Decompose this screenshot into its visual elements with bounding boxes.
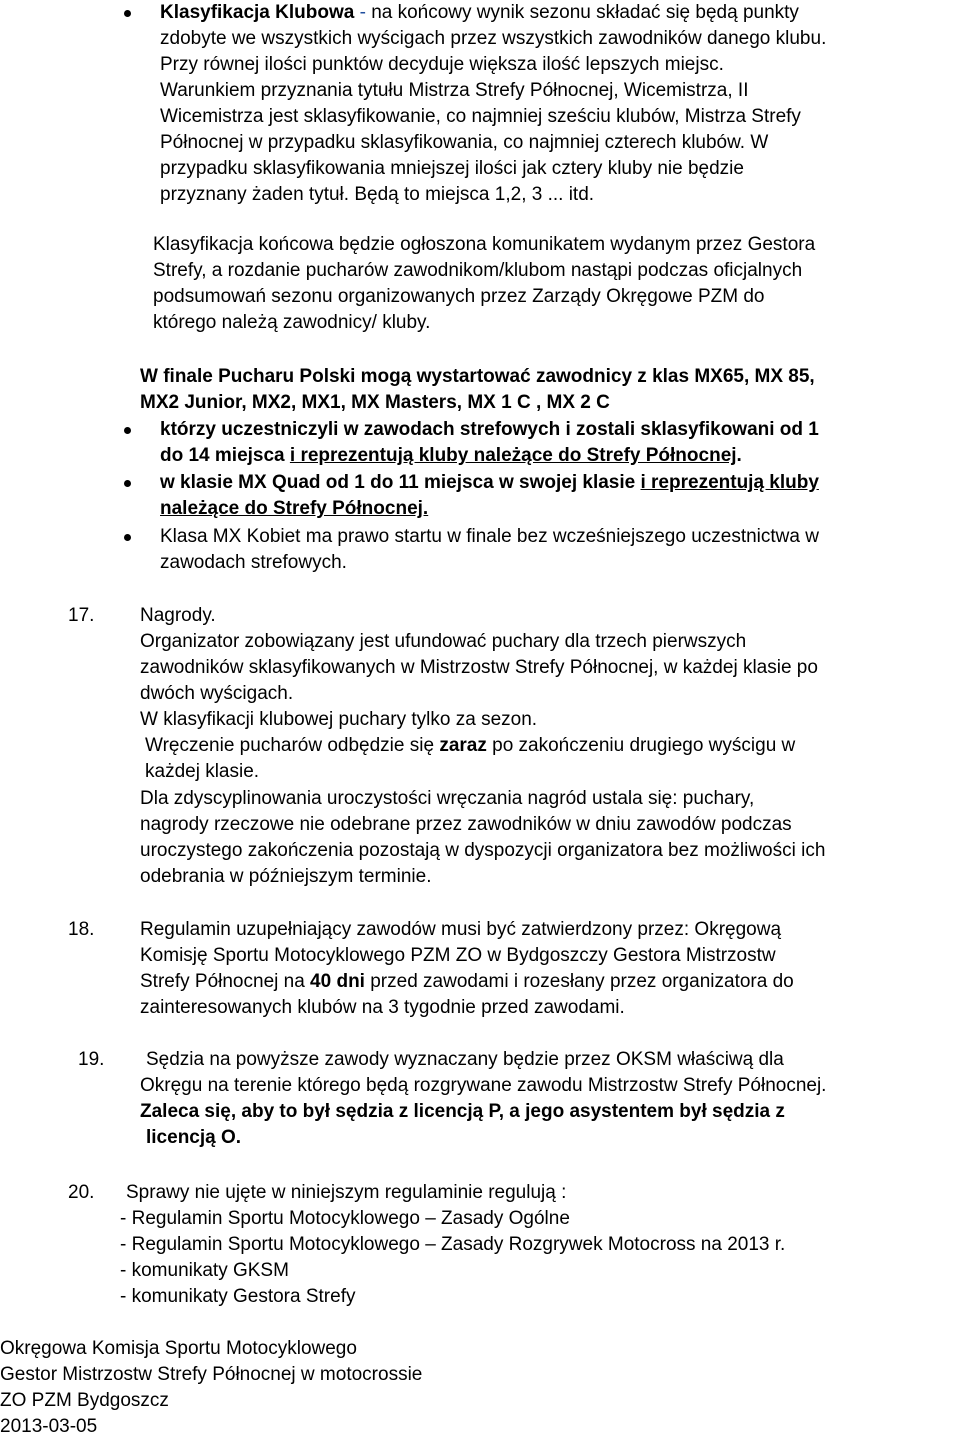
finale-bullet-2-line-2: należące do Strefy Północnej. [160, 498, 429, 519]
paragraph-line: zdobyte we wszystkich wyścigach przez wszystkich zawodników danego klubu. [160, 28, 827, 49]
section-number: 19. [78, 1049, 105, 1070]
finale-heading-line: MX2 Junior, MX2, MX1, MX Masters, MX 1 C , MX 2 C [140, 392, 610, 413]
finale-bullet-1-line-2: do 14 miejsca i reprezentują kluby należące do Strefy Północnej. [160, 445, 742, 466]
list-item: - komunikaty Gestora Strefy [120, 1286, 356, 1307]
section-number: 18. [68, 919, 95, 940]
club-classification-line-1: Klasyfikacja Klubowa - na końcowy wynik sezonu składać się będą punkty [160, 2, 799, 23]
paragraph-line: Warunkiem przyznania tytułu Mistrza Strefy Północnej, Wicemistrza, II [160, 80, 749, 101]
paragraph-line: którego należą zawodnicy/ kluby. [153, 312, 431, 333]
paragraph-line: Strefy, a rozdanie pucharów zawodnikom/klubom nastąpi podczas oficjalnych [153, 260, 803, 281]
finale-heading-line: W finale Pucharu Polski mogą wystartować zawodnicy z klas MX65, MX 85, [140, 366, 815, 387]
paragraph-line: Wręczenie pucharów odbędzie się zaraz po zakończeniu drugiego wyścigu w [145, 735, 796, 756]
paragraph-line: odebrania w późniejszym terminie. [140, 866, 432, 887]
paragraph-line: Przy równej ilości punktów decyduje większa ilość lepszych miejsc. [160, 54, 724, 75]
paragraph-line: przyznany żaden tytuł. Będą to miejsca 1,2, 3 ... itd. [160, 184, 595, 205]
finale-bullet-3-line-1: Klasa MX Kobiet ma prawo startu w finale bez wcześniejszego uczestnictwa w [160, 526, 819, 547]
paragraph-line: Regulamin uzupełniający zawodów musi być zatwierdzony przez: Okręgową [140, 919, 782, 940]
paragraph-line: Sędzia na powyższe zawody wyznaczany będzie przez OKSM właściwą dla [146, 1049, 784, 1070]
finale-bullet-3-line-2: zawodach strefowych. [160, 552, 347, 573]
paragraph-line: zawodników sklasyfikowanych w Mistrzostw Strefy Północnej, w każdej klasie po [140, 657, 818, 678]
paragraph-line: Organizator zobowiązany jest ufundować puchary dla trzech pierwszych [140, 631, 747, 652]
paragraph-line: każdej klasie. [145, 761, 260, 782]
paragraph-line: nagrody rzeczowe nie odebrane przez zawodników w dniu zawodów podczas [140, 814, 792, 835]
section-number: 20. [68, 1182, 95, 1203]
footer-line: Okręgowa Komisja Sportu Motocyklowego [0, 1338, 357, 1359]
finale-bullet-1-line-1: którzy uczestniczyli w zawodach strefowych i zostali sklasyfikowani od 1 [160, 419, 819, 440]
paragraph-line: Wicemistrza jest sklasyfikowanie, co najmniej sześciu klubów, Mistrza Strefy [160, 106, 801, 127]
section-number: 17. [68, 605, 95, 626]
paragraph-line: Dla zdyscyplinowania uroczystości wręczania nagród ustala się: puchary, [140, 788, 755, 809]
club-classification-title: Klasyfikacja Klubowa [160, 2, 355, 23]
list-item: - komunikaty GKSM [120, 1260, 289, 1281]
section-title: Nagrody. [140, 605, 216, 626]
finale-bullet-2-line-1: w klasie MX Quad od 1 do 11 miejsca w swojej klasie i reprezentują kluby [160, 472, 819, 493]
list-item: - Regulamin Sportu Motocyklowego – Zasady Ogólne [120, 1208, 570, 1229]
list-item: - Regulamin Sportu Motocyklowego – Zasady Rozgrywek Motocross na 2013 r. [120, 1234, 786, 1255]
paragraph-line: Sprawy nie ujęte w niniejszym regulaminie regulują : [126, 1182, 567, 1203]
bullet-icon [124, 534, 131, 541]
footer-line: Gestor Mistrzostw Strefy Północnej w motocrossie [0, 1364, 423, 1385]
paragraph-line: Strefy Północnej na 40 dni przed zawodami i rozesłany przez organizatora do [140, 971, 794, 992]
paragraph-line: zainteresowanych klubów na 3 tygodnie przed zawodami. [140, 997, 625, 1018]
footer-line: ZO PZM Bydgoszcz [0, 1390, 169, 1411]
paragraph-line: Zaleca się, aby to był sędzia z licencją P, a jego asystentem był sędzia z [140, 1101, 785, 1122]
paragraph-line: dwóch wyścigach. [140, 683, 294, 704]
paragraph-line: Klasyfikacja końcowa będzie ogłoszona komunikatem wydanym przez Gestora [153, 234, 816, 255]
bullet-icon [124, 10, 131, 17]
paragraph-line: W klasyfikacji klubowej puchary tylko za sezon. [140, 709, 538, 730]
bullet-icon [124, 427, 131, 434]
paragraph-line: uroczystego zakończenia pozostają w dyspozycji organizatora bez możliwości ich [140, 840, 826, 861]
footer-date: 2013-03-05 [0, 1416, 98, 1437]
paragraph-line: Północnej w przypadku sklasyfikowania, co najmniej czterech klubów. W [160, 132, 769, 153]
paragraph-line: Okręgu na terenie którego będą rozgrywane zawodu Mistrzostw Strefy Północnej. [140, 1075, 827, 1096]
paragraph-line: podsumowań sezonu organizowanych przez Zarządy Okręgowe PZM do [153, 286, 765, 307]
bullet-icon [124, 480, 131, 487]
paragraph-line: przypadku sklasyfikowania mniejszej ilości jak cztery kluby nie będzie [160, 158, 744, 179]
paragraph-line: Komisję Sportu Motocyklowego PZM ZO w Bydgoszczy Gestora Mistrzostw [140, 945, 776, 966]
paragraph-line: licencją O. [146, 1127, 242, 1148]
